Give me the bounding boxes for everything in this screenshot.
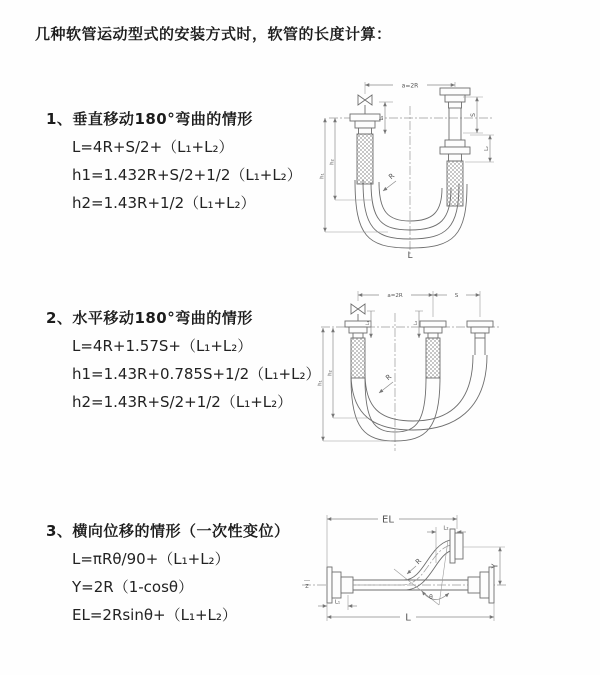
braided-hose-middle bbox=[426, 338, 440, 378]
formula-line: h1=1.432R+S/2+1/2（L₁+L₂） bbox=[72, 166, 302, 184]
upper-flange bbox=[450, 529, 463, 563]
axis-mark-label: Z bbox=[305, 584, 309, 590]
right-flange bbox=[468, 567, 494, 603]
dim-label-width: a=2R bbox=[401, 82, 419, 90]
braided-hose-left bbox=[351, 338, 365, 378]
dim-label-l2: L₂ bbox=[484, 146, 490, 151]
diagram-vertical-u-bend bbox=[313, 78, 508, 262]
middle-fitting bbox=[420, 321, 446, 338]
formula-line: h2=1.43R+S/2+1/2（L₁+L₂） bbox=[72, 393, 293, 411]
section-3 bbox=[46, 520, 289, 634]
dim-label-h-outer: h₁ bbox=[317, 380, 324, 386]
radius-callout bbox=[379, 373, 393, 393]
dim-label-l1: L₁ bbox=[379, 115, 385, 121]
hose-u-curves bbox=[351, 355, 487, 441]
dim-label-h-inner: h₂ bbox=[327, 370, 334, 376]
dimension-l1 bbox=[365, 311, 375, 338]
dimension-s bbox=[463, 97, 483, 133]
formula-line: Y=2R（1-cosθ） bbox=[72, 578, 194, 596]
dim-label-width: a=2R bbox=[387, 293, 403, 300]
dim-label-l1: L₁ bbox=[366, 320, 371, 326]
diagram-lateral-displacement bbox=[296, 505, 518, 629]
dimension-h-outer bbox=[319, 115, 389, 232]
section-3-heading: 3、横向位移的情形（一次性变位） bbox=[46, 522, 290, 540]
dim-label-el: EL bbox=[382, 514, 394, 526]
formula-line: h1=1.43R+0.785S+1/2（L₁+L₂） bbox=[72, 365, 321, 383]
dimension-el bbox=[327, 515, 457, 568]
dim-label-l2: L₂ bbox=[443, 525, 449, 532]
angle-construction bbox=[394, 540, 449, 605]
formula-line: L=4R+1.57S+（L₁+L₂） bbox=[72, 337, 253, 355]
braided-hose-right bbox=[447, 161, 463, 206]
diagram-horizontal-u-bend bbox=[313, 283, 508, 455]
dim-label-s: S bbox=[454, 293, 459, 300]
section-1-heading: 1、垂直移动180°弯曲的情形 bbox=[46, 110, 253, 128]
formula-line: EL=2Rsinθ+（L₁+L₂） bbox=[72, 606, 237, 624]
section-2-heading: 2、水平移动180°弯曲的情形 bbox=[46, 309, 253, 327]
section-1 bbox=[46, 108, 302, 222]
dim-label-h-inner: h₂ bbox=[329, 159, 336, 165]
radius-label: R bbox=[384, 372, 394, 383]
angle-label: θ bbox=[429, 594, 433, 601]
dim-label-l1: L₁ bbox=[334, 599, 341, 606]
dim-label-h-outer: h₁ bbox=[319, 173, 326, 179]
dim-label-l2: L₂ bbox=[414, 320, 419, 326]
braided-hose-left bbox=[357, 134, 373, 184]
dim-label-l: L bbox=[405, 612, 411, 624]
right-fitting-upper bbox=[440, 88, 470, 140]
dim-label-s: S bbox=[470, 113, 477, 117]
formula-line: h2=1.43R+1/2（L₁+L₂） bbox=[72, 194, 256, 212]
dim-label-y: Y bbox=[490, 563, 500, 569]
right-fitting bbox=[467, 321, 493, 355]
valve-icon bbox=[351, 304, 365, 321]
radius-callout bbox=[407, 557, 423, 574]
formula-line: L=4R+S/2+（L₁+L₂） bbox=[72, 138, 234, 156]
radius-callout bbox=[383, 172, 396, 191]
length-label: L bbox=[407, 251, 413, 261]
formula-line: L=πRθ/90+（L₁+L₂） bbox=[72, 550, 230, 568]
radius-label: R bbox=[414, 557, 424, 567]
valve-icon bbox=[358, 95, 372, 114]
right-fitting-lower bbox=[440, 140, 470, 161]
section-2 bbox=[46, 307, 321, 421]
left-flange bbox=[327, 567, 353, 603]
radius-label: R bbox=[387, 171, 397, 182]
left-fitting bbox=[350, 114, 380, 134]
page-title: 几种软管运动型式的安装方式时，软管的长度计算： bbox=[35, 25, 392, 43]
